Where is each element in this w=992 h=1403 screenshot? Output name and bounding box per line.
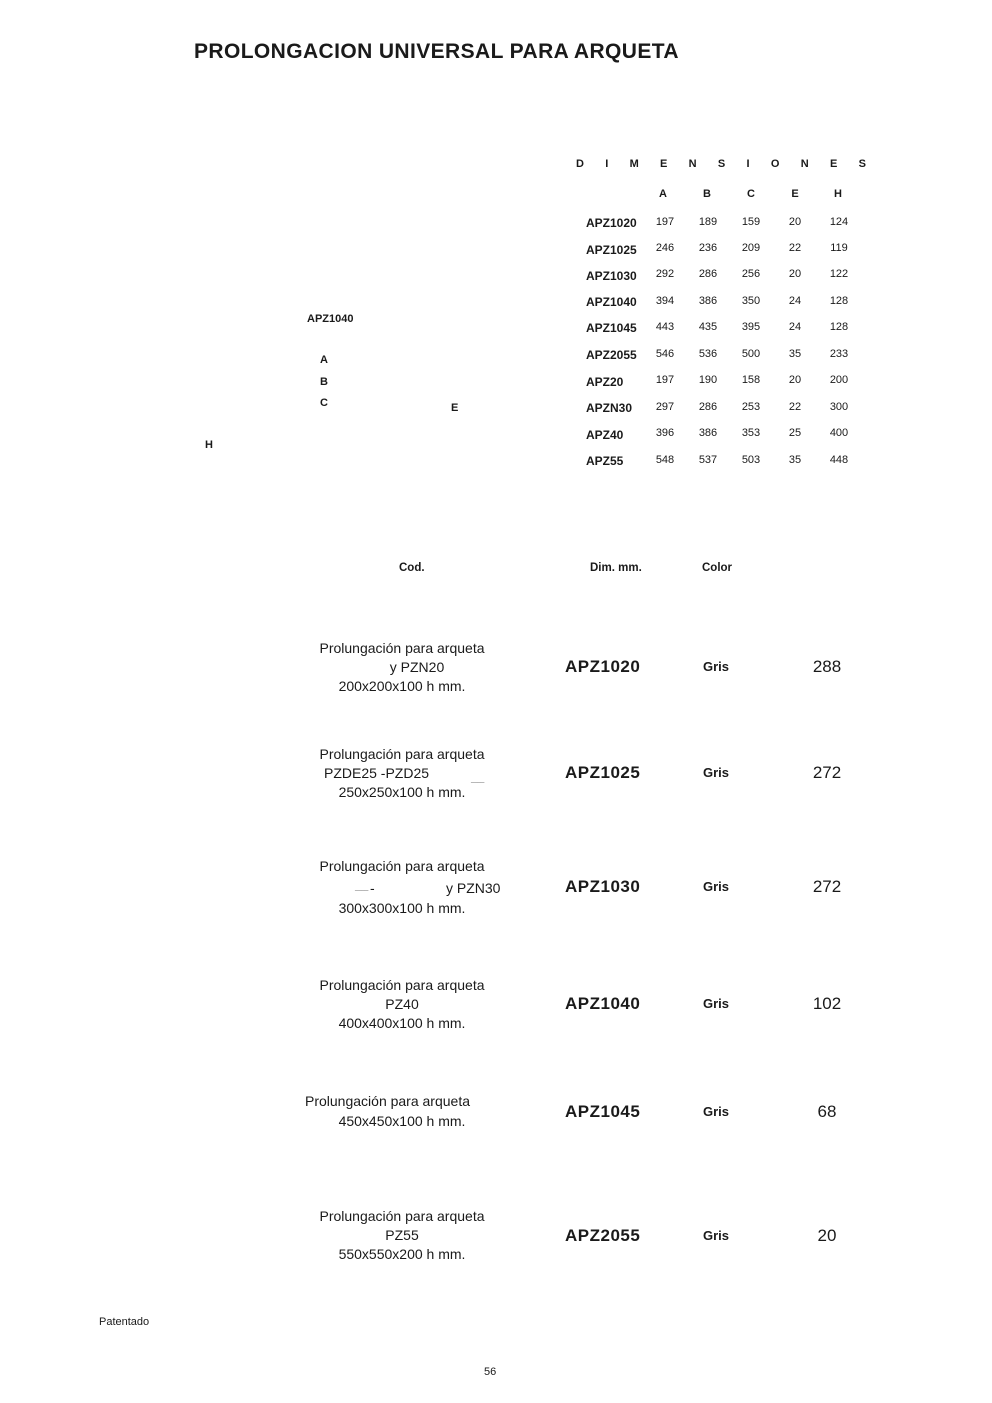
dim-cell: 396 — [655, 427, 675, 439]
product-desc-line: 300x300x100 h mm. — [338, 900, 466, 916]
product-code: APZ1045 — [565, 1102, 641, 1121]
dim-cell: 286 — [698, 401, 718, 413]
col-header-dim: Dim. mm. — [590, 562, 642, 574]
dim-cell: 128 — [829, 321, 849, 333]
dim-cell: 503 — [741, 454, 761, 466]
desc-mark: ____ — [355, 885, 369, 891]
dimensions-heading-letter: N — [800, 158, 809, 170]
product-desc-line: Prolungación para arqueta — [319, 1208, 485, 1224]
dim-cell: 546 — [655, 348, 675, 360]
product-color: Gris — [702, 1104, 729, 1119]
dim-cell: 537 — [698, 454, 718, 466]
dim-cell: 20 — [788, 268, 802, 280]
dim-cell: 24 — [788, 321, 802, 333]
dim-row-code: APZ1020 — [586, 216, 637, 230]
product-qty: 20 — [817, 1226, 837, 1245]
product-qty: 272 — [812, 763, 842, 782]
product-code: APZ1040 — [565, 994, 641, 1013]
dim-col-header-h: H — [834, 188, 842, 200]
col-header-color: Color — [702, 562, 733, 574]
product-color: Gris — [702, 765, 729, 780]
dim-cell: 386 — [698, 427, 718, 439]
dim-cell: 158 — [741, 374, 761, 386]
dim-cell: 400 — [829, 427, 849, 439]
dim-col-header-a: A — [659, 188, 667, 200]
desc-mark: ____ — [471, 777, 485, 783]
product-code: APZ2055 — [565, 1226, 641, 1245]
dim-cell: 246 — [655, 242, 675, 254]
col-header-cod: Cod. — [399, 562, 425, 574]
dim-cell: 395 — [741, 321, 761, 333]
dimensions-heading-letter: O — [770, 158, 780, 170]
product-desc-line: - — [370, 880, 375, 896]
dimensions-heading — [576, 158, 866, 170]
product-color: Gris — [702, 1228, 729, 1243]
product-desc-line: PZ55 — [385, 1227, 419, 1243]
dim-cell: 548 — [655, 454, 675, 466]
product-color: Gris — [702, 659, 729, 674]
dim-cell: 350 — [741, 295, 761, 307]
dim-cell: 448 — [829, 454, 849, 466]
dimensions-heading-letter: I — [605, 158, 609, 170]
page-title: PROLONGACION UNIVERSAL PARA ARQUETA — [194, 40, 679, 63]
dim-cell: 22 — [788, 401, 802, 413]
dim-cell: 197 — [655, 216, 675, 228]
product-code: APZ1025 — [565, 763, 641, 782]
product-color: Gris — [702, 879, 729, 894]
product-desc — [307, 976, 497, 1033]
product-desc-line: 400x400x100 h mm. — [338, 1015, 466, 1031]
dim-row-code: APZN30 — [586, 401, 633, 415]
dimensions-heading-letter: E — [829, 158, 838, 170]
dim-row-code: APZ1040 — [586, 295, 637, 309]
dim-row-code: APZ1030 — [586, 269, 637, 283]
dim-cell: 286 — [698, 268, 718, 280]
product-desc-line: 450x450x100 h mm. — [338, 1113, 466, 1129]
product-desc — [307, 1207, 497, 1264]
product-desc-line: 550x550x200 h mm. — [338, 1246, 466, 1262]
diagram-label-b: B — [320, 376, 328, 388]
dim-cell: 35 — [788, 348, 802, 360]
diagram-label-e: E — [451, 402, 459, 414]
dimensions-heading-letter: I — [746, 158, 750, 170]
product-desc-line: Prolungación para arqueta — [319, 746, 485, 762]
dimensions-heading-letter: N — [688, 158, 697, 170]
product-desc — [307, 639, 497, 696]
dim-cell: 300 — [829, 401, 849, 413]
product-desc-line: Prolungación para arqueta — [305, 1093, 471, 1109]
dim-cell: 297 — [655, 401, 675, 413]
product-code: APZ1030 — [565, 877, 641, 896]
dimensions-heading-letter: M — [629, 158, 639, 170]
product-desc-line: y PZN30 — [446, 880, 501, 896]
dim-cell: 20 — [788, 374, 802, 386]
product-desc — [307, 745, 497, 802]
page-number: 56 — [484, 1366, 497, 1378]
dimensions-heading-letter: S — [717, 158, 726, 170]
dim-row-code: APZ2055 — [586, 348, 637, 362]
dim-cell: 292 — [655, 268, 675, 280]
dim-row-code: APZ20 — [586, 375, 624, 389]
dim-cell: 197 — [655, 374, 675, 386]
dim-col-header-b: B — [703, 188, 711, 200]
dim-cell: 189 — [698, 216, 718, 228]
dim-cell: 386 — [698, 295, 718, 307]
product-desc-line: PZ40 — [385, 996, 419, 1012]
dim-cell: 35 — [788, 454, 802, 466]
product-qty: 288 — [812, 657, 842, 676]
diagram-model-label: APZ1040 — [307, 313, 354, 325]
dim-cell: 159 — [741, 216, 761, 228]
dim-cell: 253 — [741, 401, 761, 413]
dim-cell: 353 — [741, 427, 761, 439]
dim-cell: 536 — [698, 348, 718, 360]
dim-cell: 20 — [788, 216, 802, 228]
dim-row-code: APZ1045 — [586, 321, 637, 335]
dim-row-code: APZ55 — [586, 454, 624, 468]
dim-cell: 256 — [741, 268, 761, 280]
diagram-label-a: A — [320, 354, 328, 366]
product-desc: Prolungación para arqueta — [319, 858, 485, 874]
diagram-label-c: C — [320, 397, 328, 409]
product-desc-line: Prolungación para arqueta — [319, 977, 485, 993]
product-qty: 68 — [817, 1102, 837, 1121]
dim-cell: 22 — [788, 242, 802, 254]
product-code: APZ1020 — [565, 657, 641, 676]
dimensions-heading-letter: S — [858, 158, 866, 170]
product-desc-line: Prolungación para arqueta — [319, 640, 485, 656]
dim-cell: 24 — [788, 295, 802, 307]
product-color: Gris — [702, 996, 729, 1011]
dimensions-heading-letter: E — [660, 158, 668, 170]
product-desc-line: y PZN20 — [389, 659, 445, 675]
dim-cell: 443 — [655, 321, 675, 333]
dim-cell: 119 — [830, 242, 848, 254]
product-qty: 102 — [812, 994, 842, 1013]
dim-cell: 200 — [829, 374, 849, 386]
dim-cell: 236 — [698, 242, 718, 254]
dim-cell: 435 — [698, 321, 718, 333]
dim-row-code: APZ40 — [586, 428, 624, 442]
product-desc-line: PZDE25 -PZD25 — [324, 765, 430, 781]
dim-cell: 209 — [741, 242, 761, 254]
product-qty: 272 — [812, 877, 842, 896]
dim-row-code: APZ1025 — [586, 243, 637, 257]
dim-cell: 25 — [788, 427, 802, 439]
diagram-label-h: H — [205, 439, 213, 451]
dim-cell: 122 — [829, 268, 849, 280]
dim-cell: 128 — [829, 295, 849, 307]
dim-cell: 233 — [829, 348, 849, 360]
product-desc-line: 250x250x100 h mm. — [338, 784, 466, 800]
dimensions-heading-letter: D — [576, 158, 584, 170]
dim-cell: 500 — [741, 348, 761, 360]
patent-note: Patentado — [99, 1316, 150, 1328]
dim-col-header-c: C — [747, 188, 755, 200]
product-desc-line: 200x200x100 h mm. — [338, 678, 466, 694]
dim-cell: 190 — [698, 374, 718, 386]
dim-col-header-e: E — [791, 188, 799, 200]
dim-cell: 124 — [829, 216, 849, 228]
dim-cell: 394 — [655, 295, 675, 307]
